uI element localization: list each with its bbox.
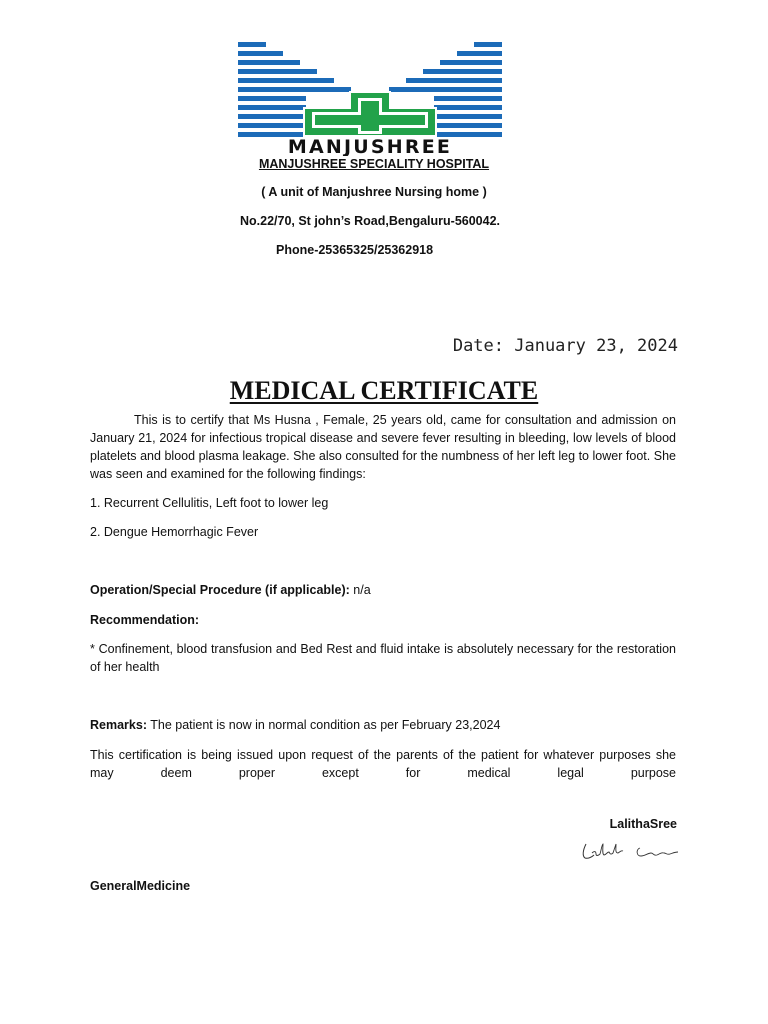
- finding-item: 2. Dengue Hemorrhagic Fever: [90, 525, 259, 539]
- certificate-title: MEDICAL CERTIFICATE: [229, 376, 539, 405]
- doctor-signature: [552, 838, 686, 864]
- remarks-line: [90, 716, 676, 734]
- hospital-logo: [236, 40, 504, 156]
- finding-item: 1. Recurrent Cellulitis, Left foot to lower leg: [90, 496, 329, 510]
- remarks-text: The patient is now in normal condition as per February 23,2024: [146, 718, 501, 732]
- issuance-paragraph: This certification is being issued upon request of the parents of the patient for whatever purposes she may deem proper except for medical legal purpose: [90, 748, 676, 780]
- operation-line: [90, 581, 676, 599]
- green-cross-icon: [304, 92, 436, 136]
- hospital-name: MANJUSHREE SPECIALITY HOSPITAL: [258, 157, 490, 171]
- hospital-address: No.22/70, St john’s Road,Bengaluru-560042.: [239, 214, 501, 228]
- doctor-name: LalithaSree: [609, 817, 677, 831]
- remarks-label: Remarks:: [90, 718, 147, 732]
- operation-label: Operation/Special Procedure (if applicable):: [90, 583, 350, 597]
- hospital-phone: Phone-25365325/25362918: [276, 243, 434, 257]
- operation-value: n/a: [349, 583, 371, 597]
- recommendation-text: * Confinement, blood transfusion and Bed Rest and fluid intake is absolutely necessary for the restoration of her health: [90, 642, 676, 674]
- intro-paragraph: This is to certify that Ms Husna , Female, 25 years old, came for consultation and admission on January 21, 2024 for infectious tropical disease and severe fever resulting in bleeding, low levels of blood platelets and blood plasma leakage. She also consulted for the numbness of her left leg to lower foot. She was seen and examined for the following findings:: [90, 413, 676, 481]
- logo-wordmark: MANJUSHREE: [287, 136, 453, 156]
- recommendation-heading: Recommendation:: [90, 613, 200, 627]
- doctor-department: GeneralMedicine: [90, 879, 191, 893]
- certificate-date: Date: January 23, 2024: [452, 336, 678, 356]
- hospital-unit: ( A unit of Manjushree Nursing home ): [261, 185, 487, 199]
